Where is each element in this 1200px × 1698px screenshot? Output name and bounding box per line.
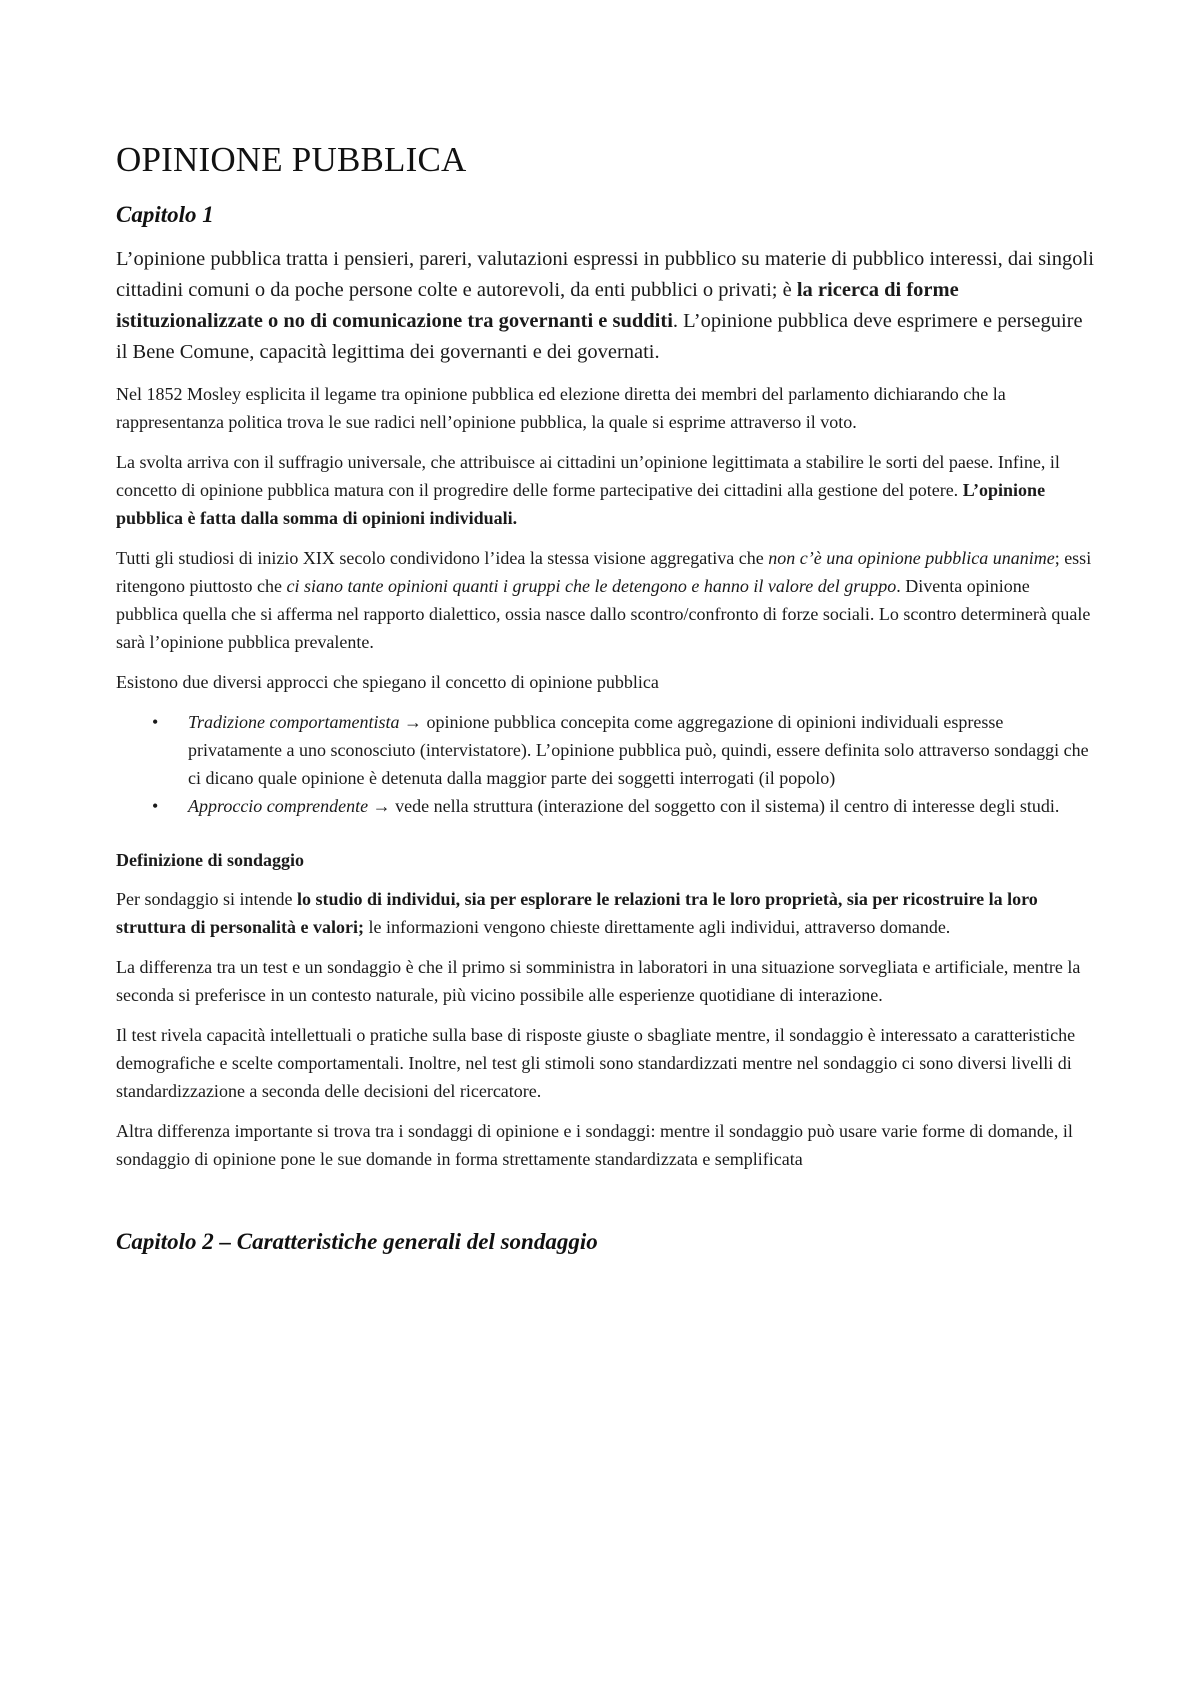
arrow-icon: → <box>404 712 423 732</box>
approach-term: Tradizione comportamentista <box>188 712 400 732</box>
studiosi-text-a: Tutti gli studiosi di inizio XIX secolo condividono l’idea la stessa visione aggregativa che <box>116 548 769 568</box>
sondaggio-bold: lo studio di individui, sia per esplorare le relazioni tra le loro proprietà, sia per ricostruire la loro struttura di personalità e valori; <box>116 889 1038 937</box>
document-page <box>116 140 1096 1255</box>
mosley-paragraph: Nel 1852 Mosley esplicita il legame tra opinione pubblica ed elezione diretta dei membri del parlamento dichiarando che la rappresentanza politica trova le sue radici nell’opinione pubblica, la quale si esprime attraverso il voto. <box>116 384 1006 432</box>
studiosi-italic-b: non c’è una opinione pubblica unanime <box>768 548 1055 568</box>
test-vs-sondaggio-paragraph: La differenza tra un test e un sondaggio è che il primo si somministra in laboratori in una situazione sorvegliata e artificiale, mentre la seconda si preferisce in un contesto naturale, più vicino possibile alle esperienze quotidiane di interazione. <box>116 957 1081 1005</box>
studiosi-text-c: ; essi ritengono piuttosto che <box>116 548 1092 596</box>
sondaggio-text-a: Per sondaggio si intende <box>116 889 297 909</box>
bullet-icon: • <box>152 712 159 732</box>
intro-text-c: . L’opinione pubblica deve esprimere e perseguire il Bene Comune, capacità legittima dei governanti e dei governati. <box>116 310 1083 363</box>
chapter-2-heading: Capitolo 2 – Caratteristiche generali del sondaggio <box>116 1229 598 1254</box>
intro-text-a: L’opinione pubblica tratta i pensieri, pareri, valutazioni espressi in pubblico su materie di pubblico interessi, dai singoli cittadini comuni o da poche persone colte e autorevoli, da enti pubblici o privati; è <box>116 248 1094 301</box>
test-rivela-paragraph: Il test rivela capacità intellettuali o pratiche sulla base di risposte giuste o sbagliate mentre, il sondaggio è interessato a caratteristiche demografiche e scelte comportamentali. Inoltre, nel test gli stimoli sono standardizzati mentre nel sondaggio ci sono diversi livelli di standardizzazione a seconda delle decisioni del ricercatore. <box>116 1025 1076 1101</box>
sondaggio-definition <box>116 885 1096 941</box>
list-item <box>152 792 1096 820</box>
approach-description: opinione pubblica concepita come aggregazione di opinioni individuali espresse privatamente a uno sconosciuto (intervistatore). L’opinione pubblica può, quindi, essere definita solo attraverso sondaggi che ci dicano quale opinione è detenuta dalla maggior parte dei soggetti interrogati (il popolo) <box>188 712 1089 788</box>
studiosi-italic-d: ci siano tante opinioni quanti i gruppi che le detengono e hanno il valore del gruppo <box>286 576 897 596</box>
suffragio-paragraph <box>116 448 1096 532</box>
sondaggio-text-c: le informazioni vengono chieste direttamente agli individui, attraverso domande. <box>363 917 951 937</box>
intro-bold-definition: la ricerca di forme istituzionalizzate o no di comunicazione tra governanti e sudditi <box>116 279 959 332</box>
suffragio-bold: L’opinione pubblica è fatta dalla somma di opinioni individuali. <box>116 480 1046 528</box>
intro-paragraph <box>116 244 1096 368</box>
chapter-1-heading: Capitolo 1 <box>116 202 214 227</box>
bullet-icon: • <box>152 796 159 816</box>
approcci-intro: Esistono due diversi approcci che spiegano il concetto di opinione pubblica <box>116 672 659 692</box>
altra-differenza-paragraph: Altra differenza importante si trova tra i sondaggi di opinione e i sondaggi: mentre il sondaggio può usare varie forme di domande, il sondaggio di opinione pone le sue domande in forma strettamente standardizzata e semplificata <box>116 1121 1073 1169</box>
sondaggio-section-heading: Definizione di sondaggio <box>116 850 305 870</box>
studiosi-paragraph <box>116 544 1096 656</box>
studiosi-text-e: . Diventa opinione pubblica quella che si afferma nel rapporto dialettico, ossia nasce dallo scontro/confronto di forze sociali. Lo scontro determinerà quale sarà l’opinione pubblica prevalente. <box>116 576 1091 652</box>
approach-term: Approccio comprendente <box>188 796 369 816</box>
list-item <box>152 708 1096 792</box>
approaches-list <box>116 708 1096 820</box>
suffragio-text: La svolta arriva con il suffragio universale, che attribuisce ai cittadini un’opinione legittimata a stabilire le sorti del paese. Infine, il concetto di opinione pubblica matura con il progredire delle forme partecipative dei cittadini alla gestione del potere. <box>116 452 1060 500</box>
document-title: OPINIONE PUBBLICA <box>116 140 467 179</box>
arrow-icon: → <box>372 796 391 816</box>
approach-description: vede nella struttura (interazione del soggetto con il sistema) il centro di interesse degli studi. <box>390 796 1060 816</box>
